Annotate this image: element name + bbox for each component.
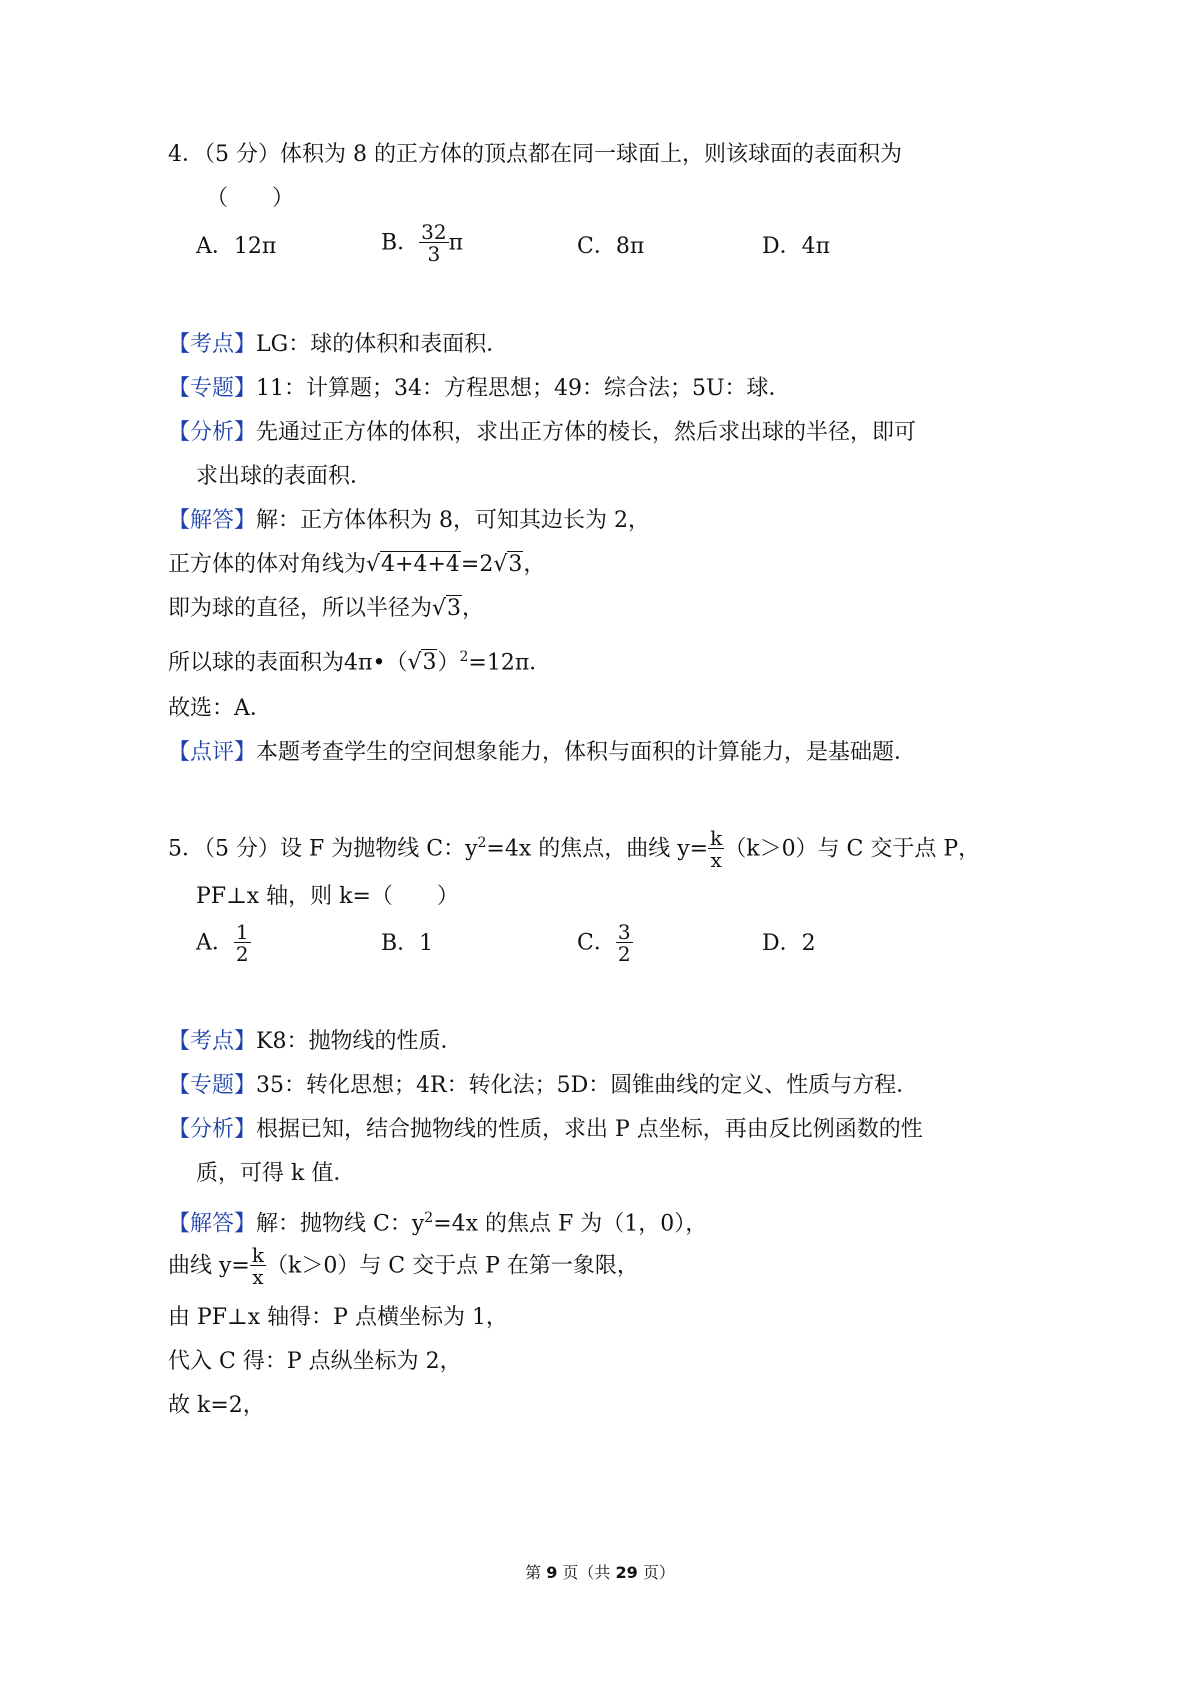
- q5-choice-a-label: A．: [196, 930, 234, 956]
- q5-step-a: 由 PF⊥x 轴得：P 点横坐标为 1，: [168, 1305, 508, 1330]
- q5-jieda-tag: 【解答】: [168, 1211, 257, 1237]
- q4-zhuanti-tag: 【专题】: [168, 376, 257, 401]
- q4-fenxi-tag: 【分析】: [168, 420, 257, 445]
- q5-choice-a-fraction: [234, 922, 251, 965]
- q5-choice-c: [577, 922, 633, 965]
- q4-jieda-tag: 【解答】: [168, 508, 257, 533]
- q5-choice-c-label: C．: [577, 930, 616, 956]
- q4-area-radicand: 3: [422, 650, 437, 676]
- q4-area-line: [168, 642, 551, 678]
- q4-choice-a: A．12π: [196, 234, 277, 259]
- q5-curve-post: （k＞0）与 C 交于点 P 在第一象限，: [265, 1253, 639, 1279]
- q5-choice-c-numerator: 3: [617, 920, 631, 944]
- q4-area-sqrt: √3: [407, 650, 437, 676]
- q5-curve-pre: 曲线 y=: [168, 1253, 250, 1279]
- q5-choice-a: [196, 922, 251, 965]
- q5-zhuanti: [168, 1071, 918, 1101]
- footer-pre: 第: [525, 1563, 547, 1582]
- q4-choice-result: 故选：A．: [168, 696, 272, 721]
- q5-stem-exponent: 2: [477, 835, 487, 852]
- q5-jieda-post: =4x 的焦点 F 为（1，0），: [433, 1211, 708, 1237]
- q5-jieda: [168, 1203, 707, 1239]
- q4-jieda: [168, 506, 650, 536]
- q4-diagonal-line: [168, 550, 545, 580]
- q5-fenxi-tag: 【分析】: [168, 1117, 257, 1142]
- q4-fenxi: [168, 418, 916, 448]
- q5-fenxi: [168, 1115, 923, 1145]
- q5-kaodian-text: K8：抛物线的性质．: [256, 1029, 463, 1054]
- page-footer: [0, 1560, 1200, 1583]
- q5-stem-numerator: k: [710, 826, 723, 850]
- q4-radius-end: ，: [462, 596, 485, 621]
- q5-curve-fraction: [250, 1245, 266, 1288]
- q5-kaodian-tag: 【考点】: [168, 1029, 257, 1054]
- q5-stem-continued: PF⊥x 轴，则 k=（ ）: [196, 884, 459, 909]
- q5-jieda-exponent: 2: [424, 1210, 434, 1226]
- q4-choice-b-numerator: 32: [421, 220, 447, 244]
- q4-area-expr-a: 4π•（: [344, 650, 408, 676]
- q4-diagonal-eq: =2: [460, 552, 494, 577]
- q5-stem-fraction: [708, 828, 724, 871]
- q5-stem-pre: 5．（5 分）设 F 为抛物线 C：y: [168, 836, 478, 862]
- q4-answer-blank: （ ）: [206, 186, 295, 211]
- q5-stem-post: （k＞0）与 C 交于点 P，: [724, 836, 981, 862]
- q4-dianping-text: 本题考查学生的空间想象能力，体积与面积的计算能力，是基础题．: [256, 740, 917, 765]
- q5-kaodian: [168, 1027, 462, 1057]
- q4-choice-d: D．4π: [762, 234, 831, 259]
- q4-area-text: 所以球的表面积为: [168, 650, 345, 676]
- q4-radius-radicand: 3: [447, 596, 462, 621]
- q5-stem-denominator: x: [710, 848, 722, 872]
- q4-kaodian-text: LG：球的体积和表面积．: [256, 332, 509, 357]
- q5-curve-denominator: x: [252, 1265, 264, 1289]
- q5-choice-d: D．2: [762, 931, 816, 956]
- q4-sqrt-3-radicand: 3: [508, 552, 523, 577]
- q5-curve-numerator: k: [251, 1243, 264, 1267]
- q4-sqrt-3: √3: [493, 552, 523, 577]
- q4-radius-sqrt: √3: [432, 596, 462, 621]
- q5-curve-line: [168, 1245, 639, 1288]
- q4-sqrt-sum-radicand: 4+4+4: [381, 552, 460, 577]
- footer-mid: 页（共: [557, 1563, 616, 1582]
- q4-choice-b-fraction: [419, 222, 448, 265]
- footer-total-pages: 29: [615, 1563, 638, 1582]
- q5-stem-mid: =4x 的焦点，曲线 y=: [486, 836, 709, 862]
- q4-fenxi-continued: 求出球的表面积．: [196, 464, 373, 489]
- q4-choice-b-pi: π: [448, 230, 464, 256]
- q5-choice-c-fraction: [616, 922, 633, 965]
- q4-diagonal-text: 正方体的体对角线为: [168, 552, 367, 577]
- q4-kaodian: [168, 330, 508, 360]
- footer-post: 页）: [637, 1563, 675, 1582]
- q5-stem: [168, 828, 980, 871]
- q4-dianping: [168, 738, 916, 768]
- q4-kaodian-tag: 【考点】: [168, 332, 257, 357]
- q4-fenxi-text: 先通过正方体的体积，求出正方体的棱长，然后求出球的半径，即可: [256, 420, 917, 445]
- q5-choice-a-numerator: 1: [235, 920, 249, 944]
- q4-choice-b: [381, 222, 463, 265]
- q4-zhuanti: [168, 374, 791, 404]
- q4-jieda-text: 解：正方体体积为 8，可知其边长为 2，: [256, 508, 650, 533]
- q5-jieda-pre: 解：抛物线 C：y: [256, 1211, 425, 1237]
- q4-area-result: =12π．: [468, 650, 552, 676]
- q4-diagonal-end: ，: [523, 552, 546, 577]
- q4-sqrt-sum: √4+4+4: [366, 552, 460, 577]
- q5-step-b: 代入 C 得：P 点纵坐标为 2，: [168, 1349, 462, 1374]
- q4-area-exponent: 2: [459, 649, 469, 665]
- q5-fenxi-continued: 质，可得 k 值．: [196, 1161, 356, 1186]
- q5-zhuanti-text: 35：转化思想；4R：转化法；5D：圆锥曲线的定义、性质与方程．: [256, 1073, 919, 1098]
- q4-choice-b-label: B．: [381, 230, 420, 256]
- q5-step-c: 故 k=2，: [168, 1393, 265, 1418]
- q5-choice-b: B．1: [381, 931, 434, 956]
- q4-choice-c: C．8π: [577, 234, 645, 259]
- footer-page-number: 9: [546, 1563, 558, 1582]
- q4-stem: 4．（5 分）体积为 8 的正方体的顶点都在同一球面上，则该球面的表面积为: [168, 142, 902, 167]
- q4-radius-line: [168, 594, 484, 624]
- q5-fenxi-text: 根据已知，结合抛物线的性质，求出 P 点坐标，再由反比例函数的性: [256, 1117, 923, 1142]
- q5-zhuanti-tag: 【专题】: [168, 1073, 257, 1098]
- q4-dianping-tag: 【点评】: [168, 740, 257, 765]
- q5-choice-a-denominator: 2: [235, 942, 249, 966]
- q5-choice-c-denominator: 2: [617, 942, 631, 966]
- q4-area-expr-b: ）: [437, 650, 460, 676]
- q4-zhuanti-text: 11：计算题；34：方程思想；49：综合法；5U：球．: [256, 376, 791, 401]
- q4-radius-text: 即为球的直径，所以半径为: [168, 596, 433, 621]
- q4-choice-b-denominator: 3: [427, 242, 441, 266]
